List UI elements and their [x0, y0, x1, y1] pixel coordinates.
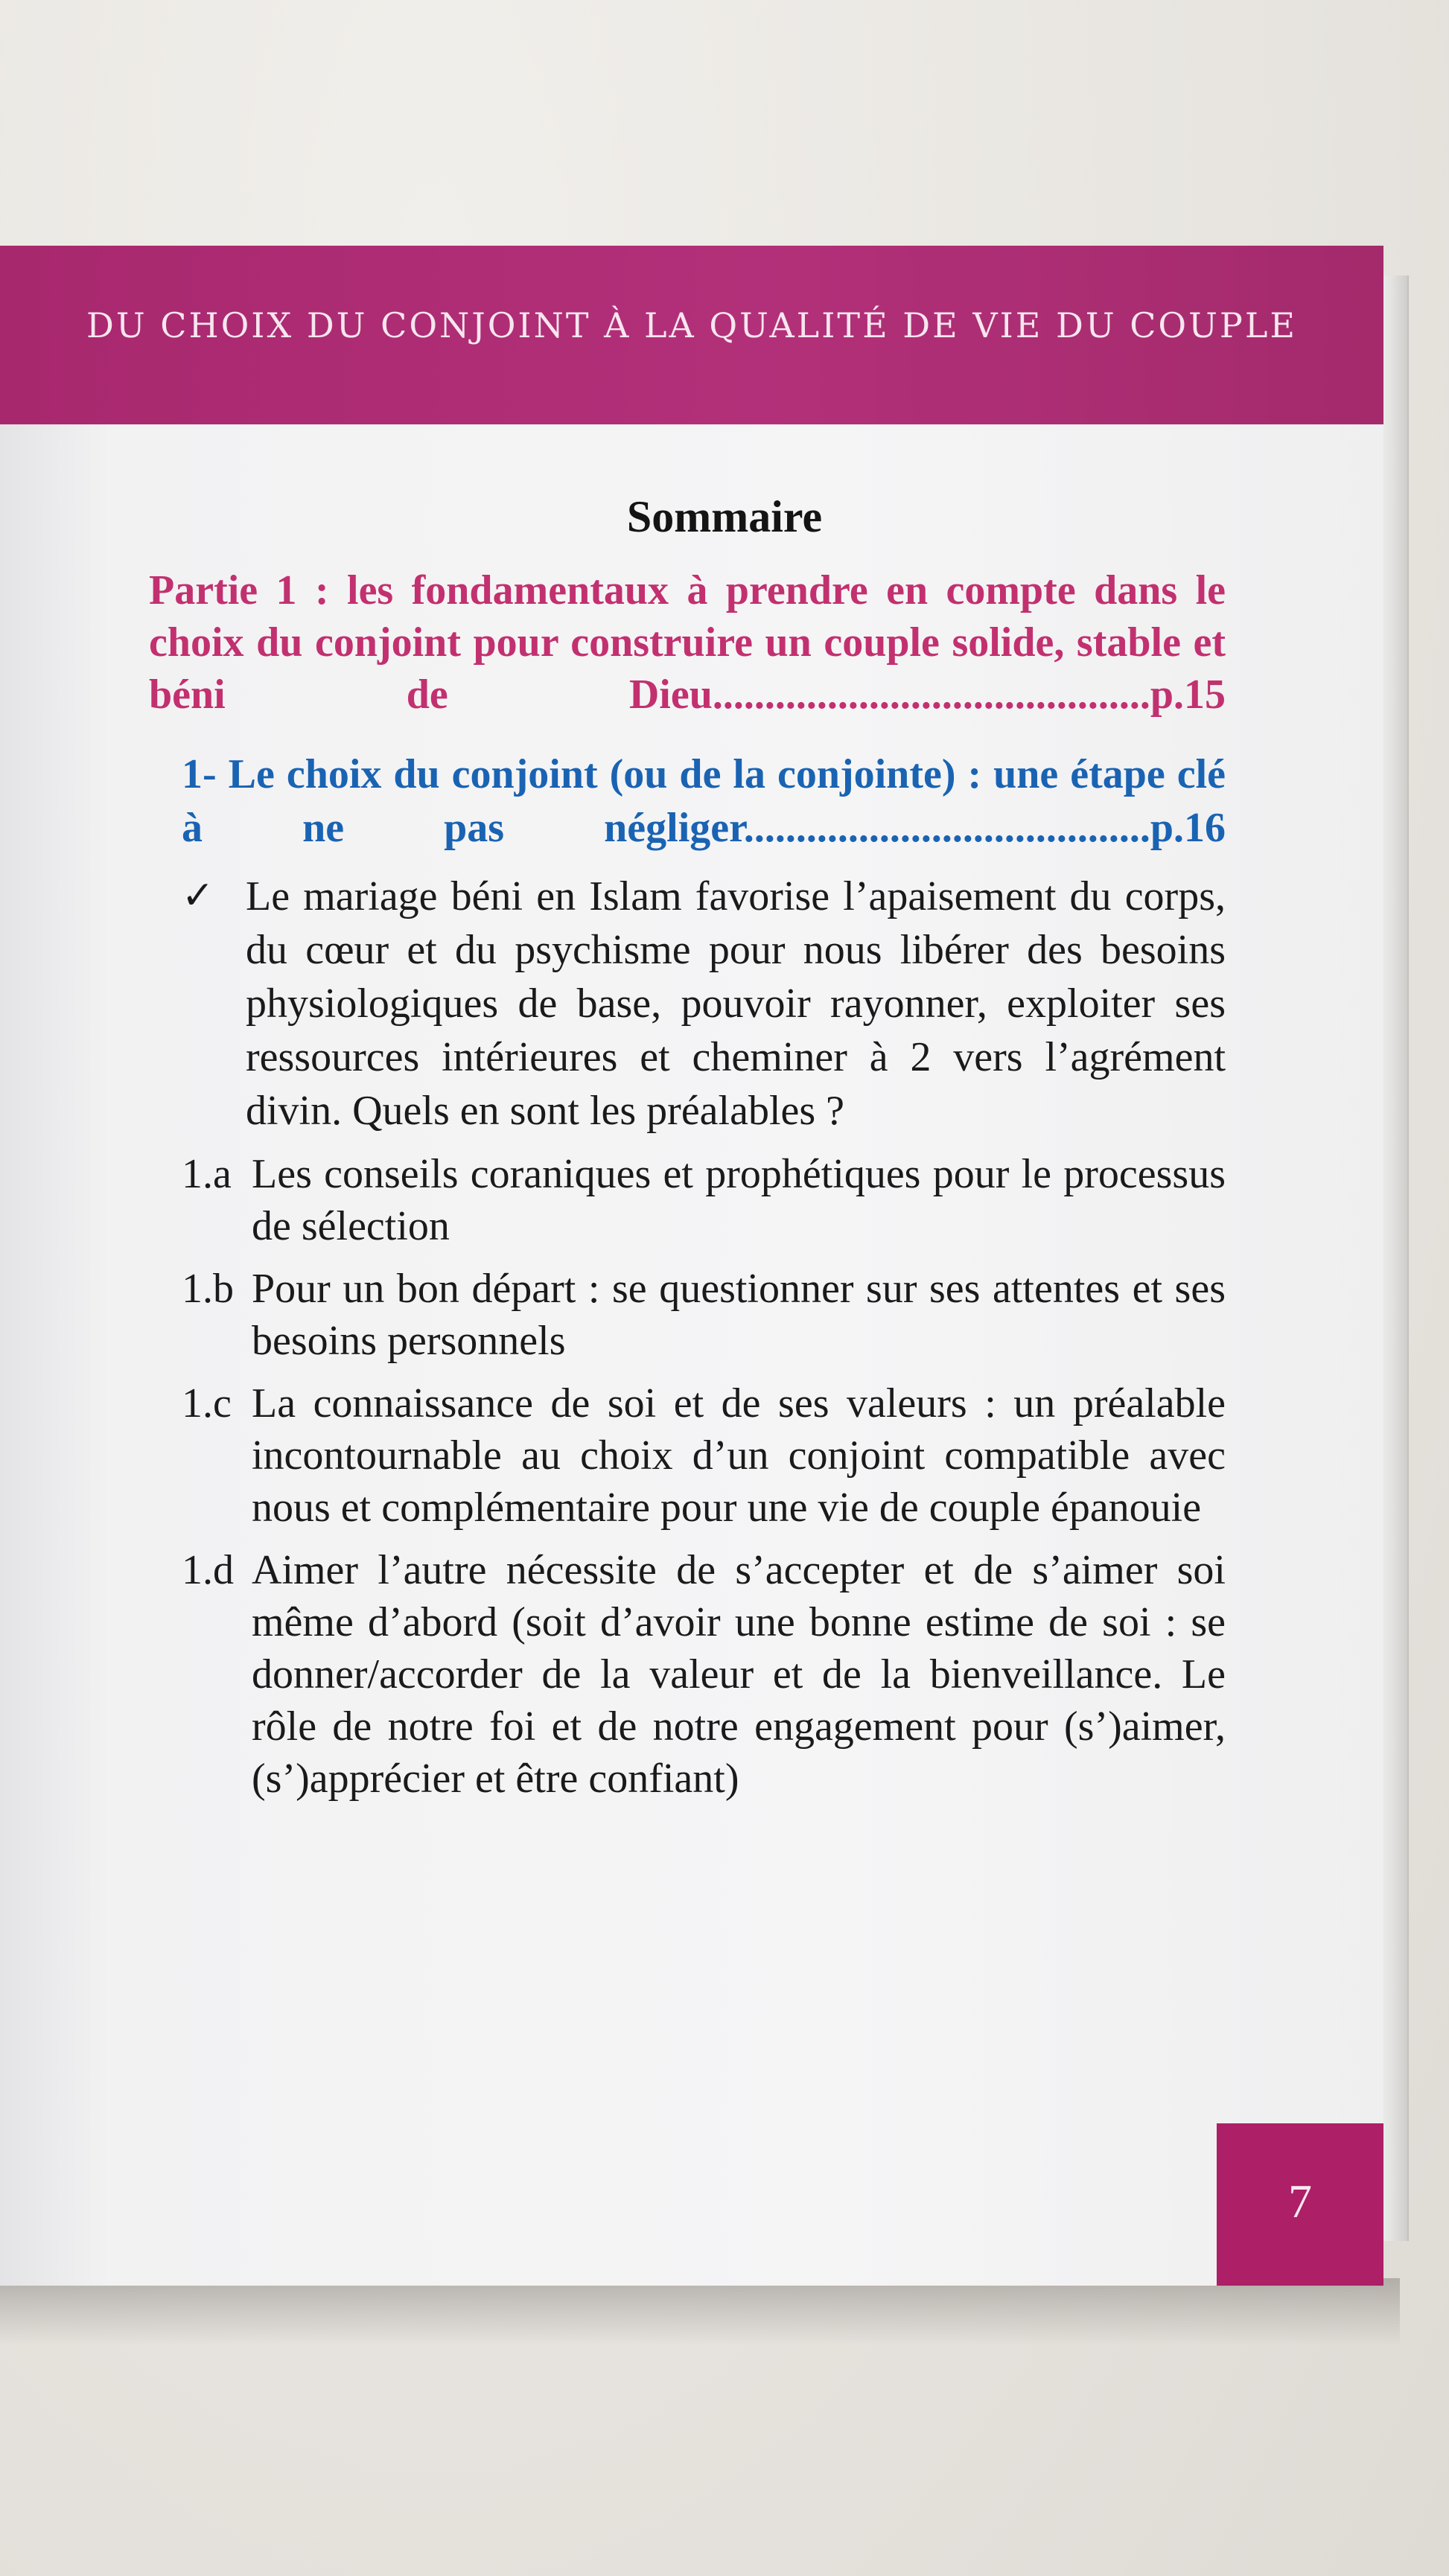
dot-leader: .......................................: [743, 805, 1150, 851]
toc-sub-item: [182, 1148, 1226, 1252]
checkmark-icon: ✓: [182, 875, 214, 917]
table-of-contents: [149, 491, 1226, 1805]
part-title: Partie 1 : les fondamentaux à prendre en compte dans le choix du conjoint pour construire un couple solide, stable et béni de Dieu: [149, 567, 1226, 718]
sub-item-text: Aimer l’autre nécessite de s’accepter et de s’aimer soi même d’abord (soit d’avoir une bonne estime de soi : se donner/accorder de la valeur et de la bienveillance. Le rôle de notre foi et de notre engagement pour (s’)aimer, (s’)apprécier et être confiant): [252, 1547, 1226, 1802]
check-item-text: Le mariage béni en Islam favorise l’apaisement du corps, du cœur et du psychisme pour nous libérer des besoins physiologiques de base, pouvoir rayonner, exploiter ses ressources intérieures et cheminer à 2 vers l’agrément divin. Quels en sont les préalables ?: [246, 873, 1226, 1134]
toc-heading: Sommaire: [626, 492, 823, 541]
page-shadow: [0, 2278, 1400, 2345]
toc-check-item: [182, 870, 1226, 1138]
chapter-title: 1- Le choix du conjoint (ou de la conjointe) : une étape clé à ne pas négliger: [182, 751, 1226, 851]
book-page: [0, 246, 1383, 2286]
sub-item-text: Les conseils coraniques et prophétiques pour le processus de sélection: [252, 1151, 1226, 1249]
chapter-page-ref: p.16: [1150, 805, 1226, 851]
sub-item-number: 1.b: [182, 1266, 234, 1312]
toc-sub-item: [182, 1544, 1226, 1805]
page-number-box: [1217, 2123, 1383, 2286]
toc-sub-item: [182, 1377, 1226, 1534]
sub-item-text: La connaissance de soi et de ses valeurs : un préalable incontournable au choix d’un conjoint compatible avec nous et complémentaire pour une vie de couple épanouie: [252, 1380, 1226, 1531]
sub-item-text: Pour un bon départ : se questionner sur ses attentes et ses besoins personnels: [252, 1266, 1226, 1364]
sub-item-number: 1.d: [182, 1547, 234, 1593]
running-title: DU CHOIX DU CONJOINT À LA QUALITÉ DE VIE DU COUPLE: [86, 305, 1297, 345]
sub-item-number: 1.c: [182, 1380, 232, 1426]
toc-sub-item: [182, 1263, 1226, 1367]
header-band: [0, 246, 1383, 424]
dot-leader: ..........................................: [712, 672, 1150, 718]
toc-part-entry: [149, 564, 1226, 721]
toc-chapter-entry: [182, 747, 1226, 855]
part-page-ref: p.15: [1150, 672, 1226, 718]
page-number: 7: [1288, 2175, 1312, 2228]
sub-item-number: 1.a: [182, 1151, 232, 1197]
